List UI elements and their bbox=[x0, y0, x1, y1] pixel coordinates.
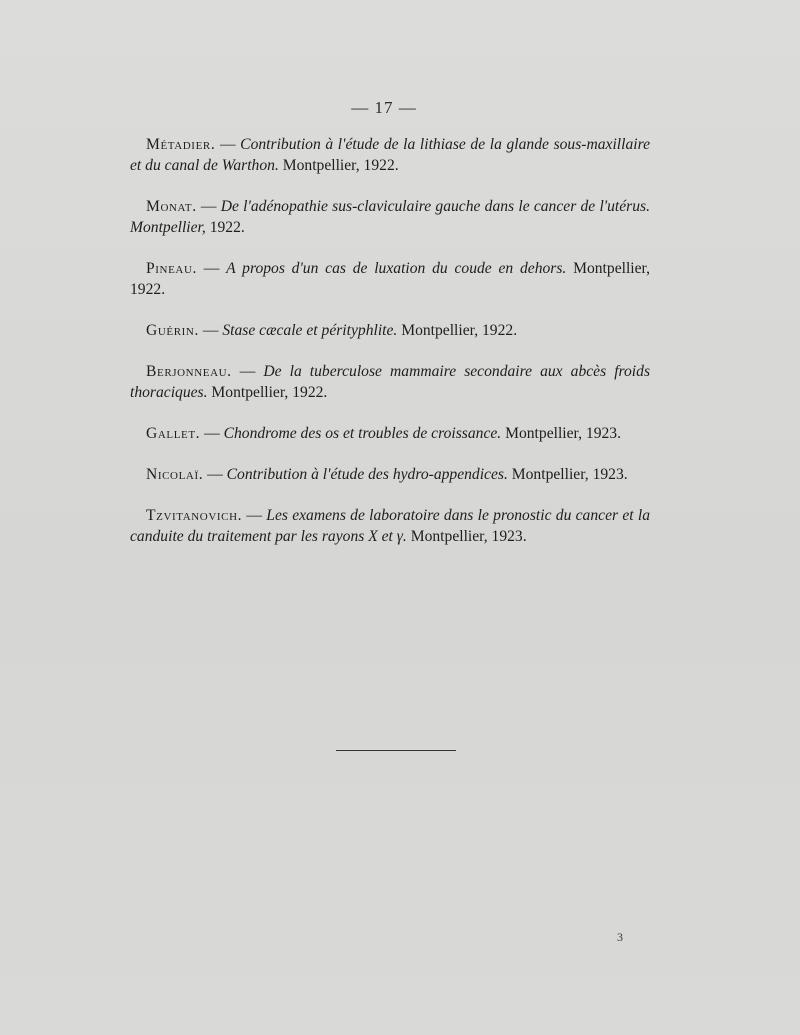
entry-author: Gallet. bbox=[146, 425, 201, 442]
entry-author: Pineau. bbox=[146, 260, 197, 277]
bibliography-entry bbox=[130, 258, 650, 300]
entry-title: Contribution à l'étude de la lithiase de la glande sous-maxillaire et du canal de Warthon. bbox=[130, 136, 651, 174]
bibliography-entry bbox=[130, 423, 650, 444]
entry-dash: — bbox=[231, 363, 264, 380]
entry-dash: — bbox=[197, 260, 227, 277]
bibliography-entry bbox=[130, 134, 650, 176]
entry-place-year: Montpellier, 1923. bbox=[406, 528, 527, 545]
entry-dash: — bbox=[242, 507, 267, 524]
signature-mark: 3 bbox=[617, 930, 623, 944]
bibliography-list bbox=[130, 134, 650, 567]
bibliography-entry bbox=[130, 464, 650, 485]
entry-author: Monat. bbox=[146, 198, 197, 215]
entry-author: Berjonneau. bbox=[146, 363, 232, 380]
entry-dash: — bbox=[198, 322, 223, 339]
entry-place-year: Montpellier, 1922. bbox=[278, 157, 399, 174]
bibliography-entry bbox=[130, 361, 650, 403]
bibliography-entry bbox=[130, 320, 650, 341]
entry-place-year: 1922. bbox=[205, 219, 245, 236]
entry-title: Stase cæcale et pérityphlite. bbox=[222, 322, 398, 339]
entry-place-year: Montpellier, 1922. bbox=[130, 260, 650, 298]
entry-title: Les examens de laboratoire dans le pronostic du cancer et la canduite du traitement par les rayons X et γ. bbox=[130, 507, 651, 545]
entry-dash: — bbox=[196, 198, 221, 215]
entry-place-year: Montpellier, 1923. bbox=[507, 466, 628, 483]
entry-place-year: Montpellier, 1922. bbox=[207, 384, 328, 401]
entry-place-year: Montpellier, 1923. bbox=[501, 425, 621, 442]
entry-title: Chondrome des os et troubles de croissance. bbox=[223, 425, 502, 442]
entry-dash: — bbox=[200, 425, 224, 442]
entry-author: Tzvitanovich. bbox=[146, 507, 243, 524]
bibliography-entry bbox=[130, 505, 650, 547]
closing-rule bbox=[336, 750, 456, 751]
page-number: — 17 — bbox=[351, 98, 417, 117]
entry-place-year: Montpellier, 1922. bbox=[397, 322, 518, 339]
entry-dash: — bbox=[203, 466, 227, 483]
entry-author: Métadier. bbox=[146, 136, 216, 153]
entry-title: De la tuberculose mammaire secondaire aux abcès froids thoraciques. bbox=[130, 363, 651, 401]
entry-dash: — bbox=[215, 136, 241, 153]
bibliography-entry bbox=[130, 196, 650, 238]
entry-author: Guérin. bbox=[146, 322, 199, 339]
entry-title: De l'adénopathie sus-claviculaire gauche dans le cancer de l'utérus. Montpellier, bbox=[130, 198, 650, 236]
entry-author: Nicolaï. bbox=[146, 466, 204, 483]
entry-title: A propos d'un cas de luxation du coude en dehors. bbox=[226, 260, 567, 277]
entry-title: Contribution à l'étude des hydro-appendices. bbox=[226, 466, 508, 483]
